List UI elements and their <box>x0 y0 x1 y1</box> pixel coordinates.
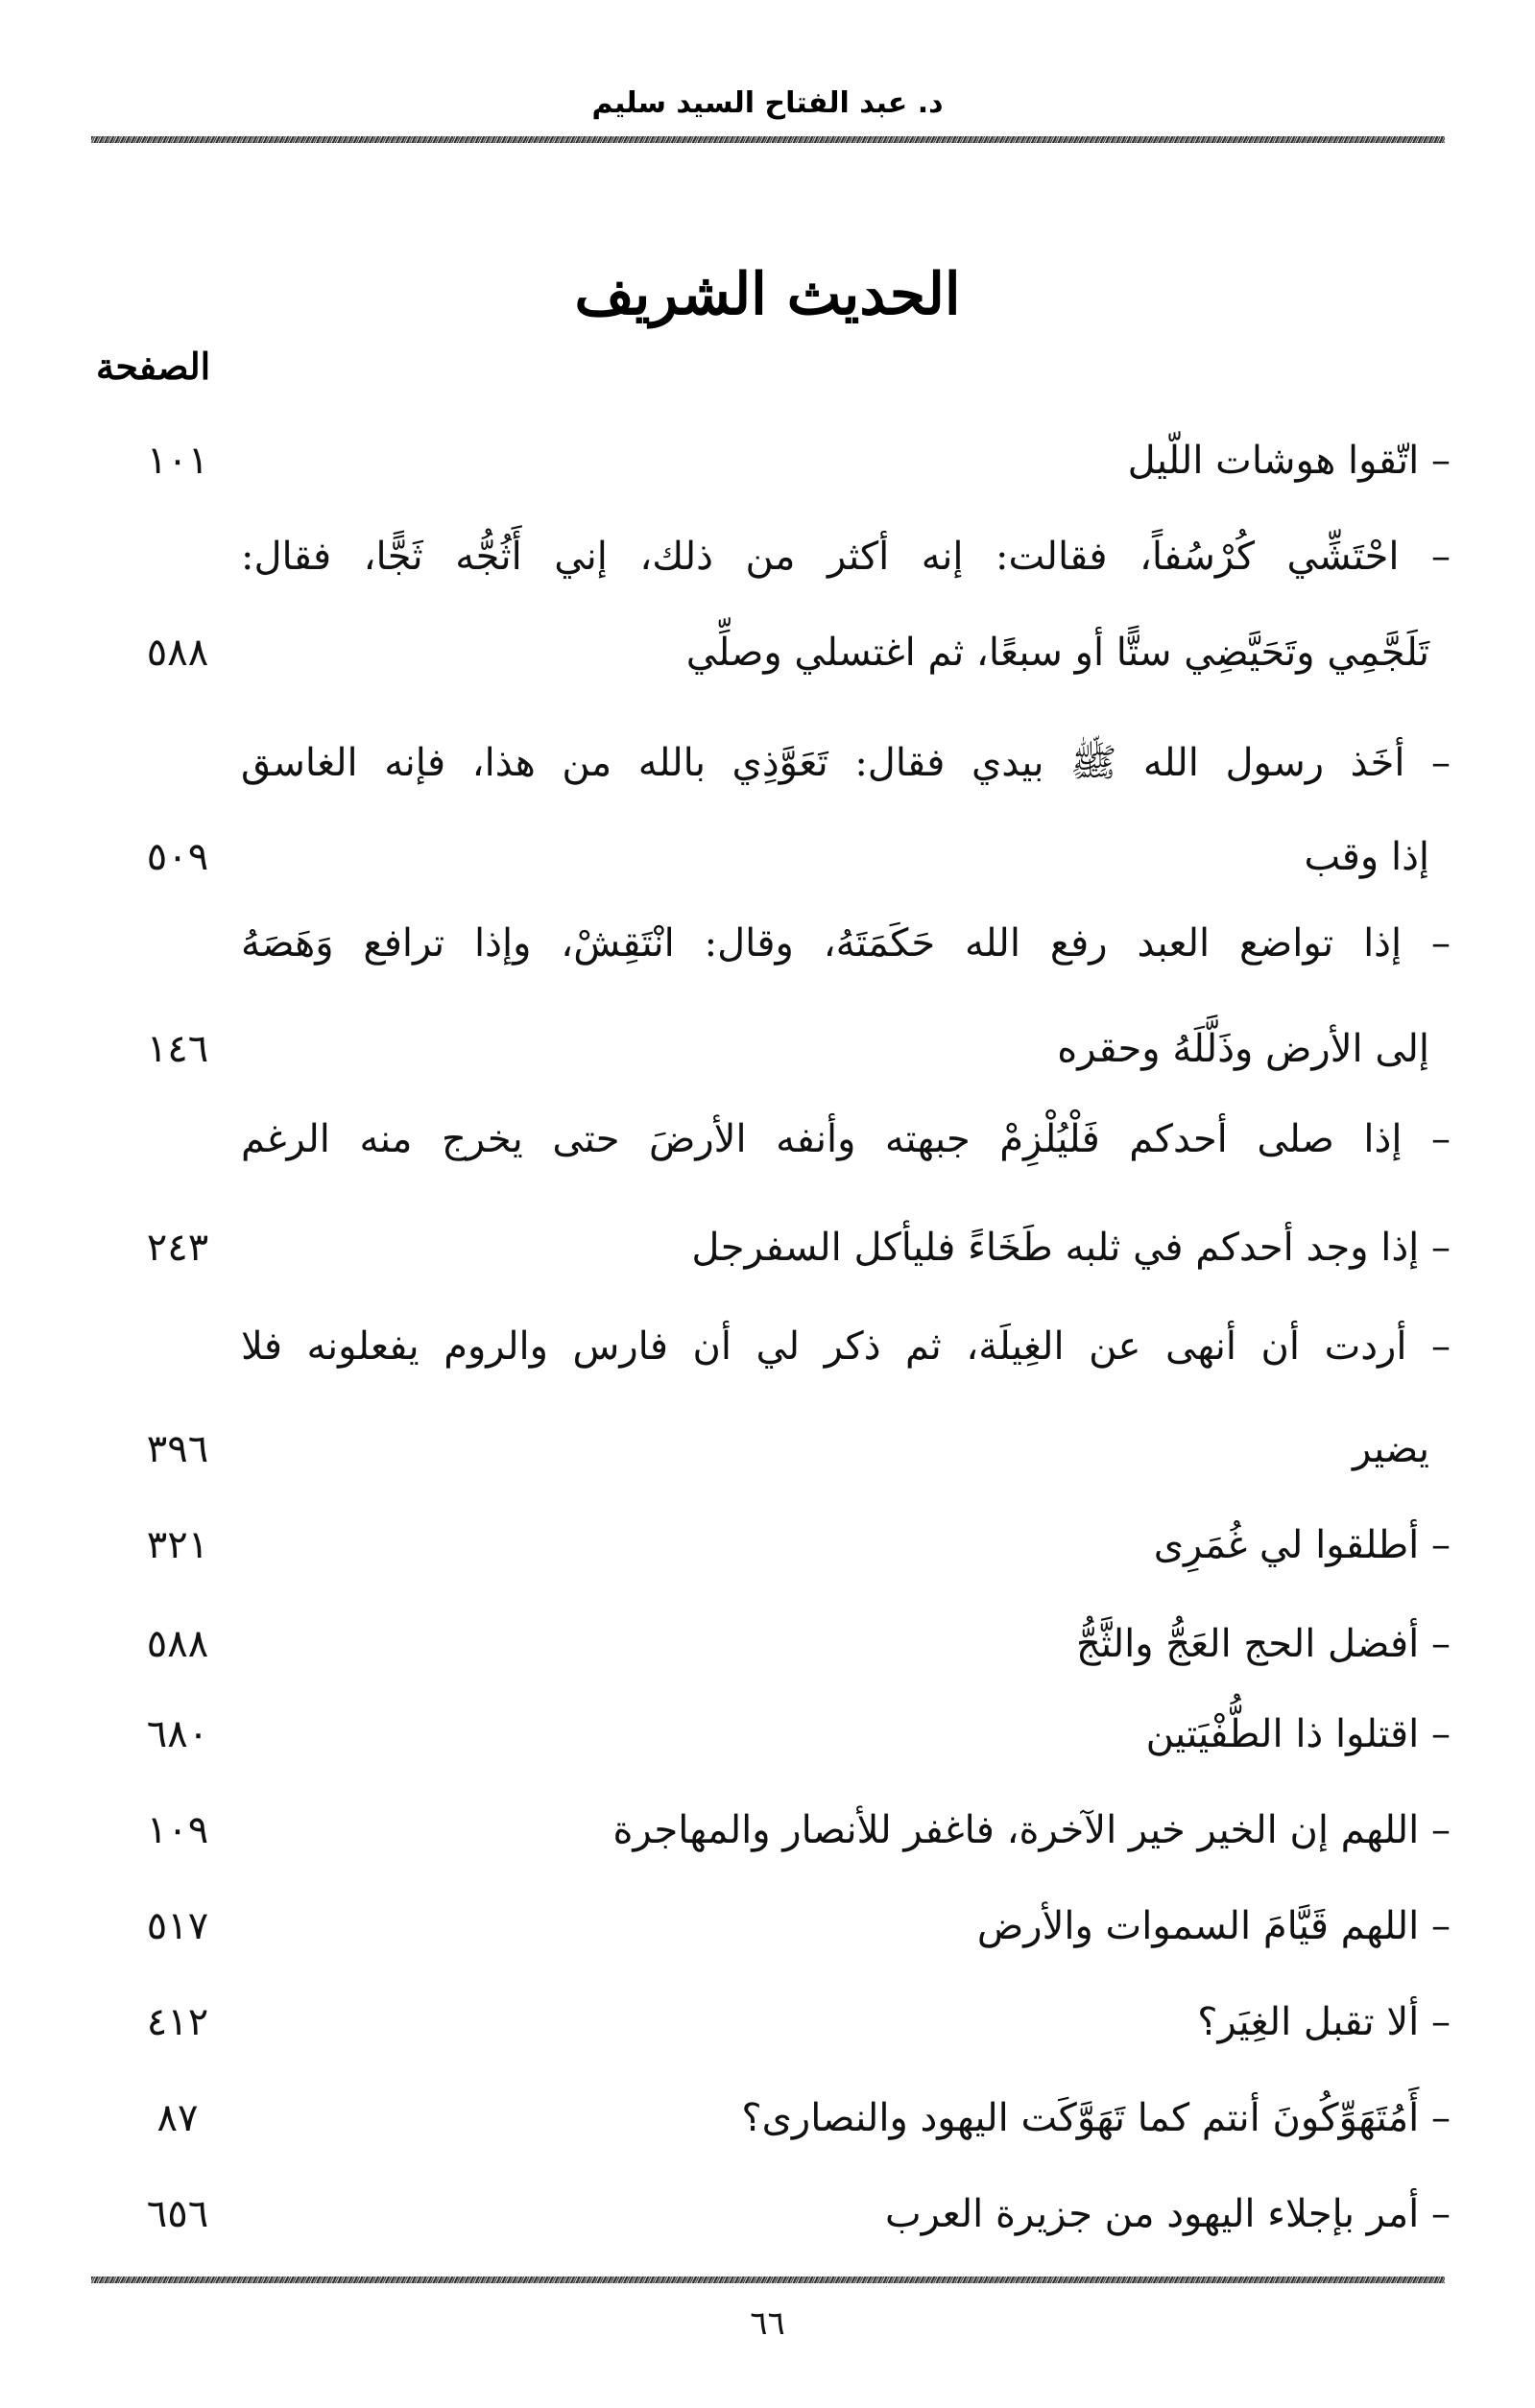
hadith-text: تَلَجَّمِي وتَحَيَّضِي ستًّا أو سبعًا، ثم اغتسلي وصلِّي <box>685 631 1429 675</box>
page-number <box>125 1106 230 1173</box>
page-number: ١٠١ <box>146 439 209 483</box>
hadith-text: إذا وقب <box>1304 835 1429 879</box>
page-number: ١٤٦ <box>146 1027 209 1071</box>
page-number: ٦٨٠ <box>146 1712 209 1756</box>
page-number: ٦٥٦ <box>146 2192 209 2236</box>
hadith-text: – أمر بإجلاء اليهود من جزيرة العرب <box>884 2192 1451 2236</box>
hadith-text: – إذا وجد أحدكم في ثلبه طَخَاءً فليأكل السفرجل <box>691 1226 1451 1270</box>
index-row <box>0 1015 1535 1083</box>
index-row <box>0 1106 1535 1173</box>
header-rule <box>91 136 1445 143</box>
page-number: ٣٢١ <box>146 1523 209 1567</box>
hadith-text: يضير <box>1353 1427 1429 1471</box>
section-title: الحديث الشريف <box>574 261 961 328</box>
index-row <box>0 1610 1535 1678</box>
hadith-text: – اقتلوا ذا الطُّفْيَتين <box>1145 1712 1451 1756</box>
page-number <box>125 523 230 590</box>
page-number: ٥٠٩ <box>146 835 209 879</box>
page-number: ٥١٧ <box>146 1904 209 1948</box>
hadith-text: – أَمُتَهَوِّكُونَ أنتم كما تَهَوَّكَت اليهود والنصارى؟ <box>741 2096 1451 2140</box>
index-row <box>0 1214 1535 1281</box>
folio-page-number: ٦٦ <box>750 2304 785 2343</box>
index-row <box>0 1416 1535 1483</box>
page-number <box>125 1313 230 1380</box>
index-row <box>0 1893 1535 1960</box>
page-number: ٥٨٨ <box>146 631 209 675</box>
index-row <box>0 619 1535 686</box>
index-row <box>0 729 1535 797</box>
hadith-text: – أخَذ رسول الله ﷺ بيدي فقال: تَعَوَّذِي بالله من هذا، فإنه الغاسق <box>241 741 1451 785</box>
index-row <box>0 1512 1535 1579</box>
hadith-text: – اتّقوا هوشات اللّيل <box>1127 439 1451 483</box>
hadith-text: – أردت أن أنهى عن الغِيلَة، ثم ذكر لي أن فارس والروم يفعلونه فلا <box>241 1324 1451 1369</box>
hadith-text: – اللهم قَيَّامَ السموات والأرض <box>976 1904 1451 1948</box>
page-number <box>125 729 230 797</box>
running-head: د. عبد الفتاح السيد سليم <box>591 86 944 120</box>
index-row <box>0 2085 1535 2152</box>
index-row <box>0 1313 1535 1380</box>
index-row <box>0 1797 1535 1864</box>
index-row <box>0 427 1535 494</box>
page-number: ٥٨٨ <box>146 1622 209 1666</box>
page-number <box>125 910 230 977</box>
hadith-text: إلى الأرض وذَلَّلَهُ وحقره <box>1057 1027 1429 1071</box>
page-number: ١٠٩ <box>146 1808 209 1852</box>
page-number: ٨٧ <box>156 2096 199 2140</box>
footer-rule <box>91 2277 1445 2283</box>
index-row <box>0 1701 1535 1768</box>
page-number: ٢٤٣ <box>146 1226 209 1270</box>
hadith-text: – أفضل الحج العَجُّ والثَّجُّ <box>1076 1622 1451 1666</box>
hadith-text: – احْتَشِّي كُرْسُفاً، فقالت: إنه أكثر من ذلك، إني أَثُجُّه ثَجًّا، فقال: <box>241 535 1451 579</box>
hadith-text: – إذا تواضع العبد رفع الله حَكَمَتَهُ، وقال: انْتَقِشْ، وإذا ترافع وَهَصَهُ <box>241 921 1451 966</box>
index-row <box>0 910 1535 977</box>
hadith-text: – اللهم إن الخير خير الآخرة، فاغفر للأنصار والمهاجرة <box>612 1808 1451 1852</box>
page-number: ٣٩٦ <box>146 1427 209 1471</box>
hadith-text: – إذا صلى أحدكم فَلْيُلْزِمْ جبهته وأنفه الأرضَ حتى يخرج منه الرغم <box>241 1117 1451 1161</box>
hadith-text: – ألا تقبل الغِيَر؟ <box>1197 2000 1451 2044</box>
index-row <box>0 823 1535 891</box>
page-column-label: الصفحة <box>96 345 211 388</box>
page-number: ٤١٢ <box>146 2000 209 2044</box>
hadith-text: – أطلقوا لي غُمَرِى <box>1153 1523 1451 1567</box>
index-row <box>0 523 1535 590</box>
index-row <box>0 2181 1535 2248</box>
index-row <box>0 1989 1535 2056</box>
